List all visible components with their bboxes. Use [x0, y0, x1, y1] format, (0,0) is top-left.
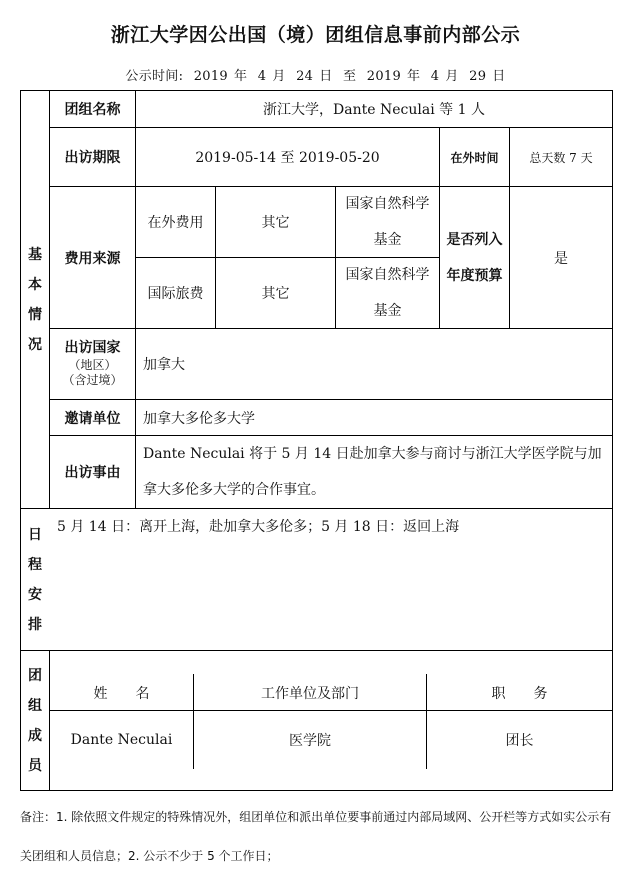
- budget-label: 是否列入年度预算: [446, 231, 503, 284]
- member-name: Dante Neculai: [70, 731, 173, 748]
- publication-period: [0, 65, 631, 84]
- funding-type-travel: 国际旅费: [147, 286, 204, 302]
- funding-source-abroad: 国家自然科学基金: [345, 196, 430, 248]
- period-end-day: 29: [469, 69, 487, 84]
- stay-value: 总天数 7 天: [529, 150, 593, 165]
- group-name-label: 团组名称: [64, 102, 121, 118]
- month-unit: 月: [272, 69, 286, 84]
- year-unit: 年: [407, 69, 421, 84]
- section-schedule-label: 日 程 安 排: [28, 526, 42, 633]
- period-start-year: 2019: [193, 69, 229, 84]
- section-members-label: 团 组 成 员: [28, 667, 42, 774]
- funding-label: 费用来源: [64, 250, 121, 267]
- country-value: 加拿大: [143, 357, 185, 373]
- period-to: 至: [343, 69, 357, 84]
- inviter-label: 邀请单位: [64, 410, 121, 427]
- budget-value: 是: [554, 250, 568, 267]
- schedule-text: 5 月 14 日：离开上海，赴加拿大多伦多；5 月 18 日：返回上海: [57, 519, 460, 535]
- member-role: 团长: [505, 732, 534, 749]
- day-unit: 日: [492, 69, 506, 84]
- purpose-value: Dante Neculai 将于 5 月 14 日赴加拿大参与商讨与浙江大学医学院与加拿大多伦多大学的合作事宜。: [143, 446, 602, 498]
- funding-kind-travel: 其它: [261, 286, 290, 302]
- month-unit: 月: [445, 69, 459, 84]
- member-unit: 医学院: [289, 732, 331, 749]
- period-label: 公示时间:: [125, 69, 184, 84]
- member-header-name: 姓 名: [93, 685, 150, 702]
- period-end-month: 4: [430, 69, 440, 84]
- period-label: 出访期限: [64, 150, 121, 166]
- member-header-role: 职 务: [491, 685, 548, 702]
- purpose-label: 出访事由: [64, 465, 121, 481]
- period-start-month: 4: [257, 69, 267, 84]
- period-end-year: 2019: [366, 69, 402, 84]
- footnote: 备注：1. 除依照文件规定的特殊情况外，组团单位和派出单位要事前通过内部局域网、公开栏等方式如实公示有关团组和人员信息；2. 公示不少于 5 个工作日；: [20, 810, 612, 863]
- funding-type-abroad: 在外费用: [147, 215, 204, 231]
- funding-source-travel: 国家自然科学基金: [345, 267, 430, 319]
- country-label: 出访国家 （地区） （含过境）: [62, 340, 123, 387]
- funding-kind-abroad: 其它: [261, 215, 290, 231]
- period-start-day: 24: [296, 69, 314, 84]
- period-value: 2019-05-14 至 2019-05-20: [195, 150, 380, 166]
- section-basic-label: 基 本 情 况: [28, 246, 42, 353]
- day-unit: 日: [319, 69, 333, 84]
- stay-label: 在外时间: [450, 150, 499, 165]
- inviter-value: 加拿大多伦多大学: [143, 410, 255, 427]
- group-name-value: 浙江大学，Dante Neculai 等 1 人: [263, 102, 485, 118]
- member-header-unit: 工作单位及部门: [261, 685, 359, 702]
- year-unit: 年: [234, 69, 248, 84]
- page-title: 浙江大学因公出国（境）团组信息事前内部公示: [110, 24, 521, 46]
